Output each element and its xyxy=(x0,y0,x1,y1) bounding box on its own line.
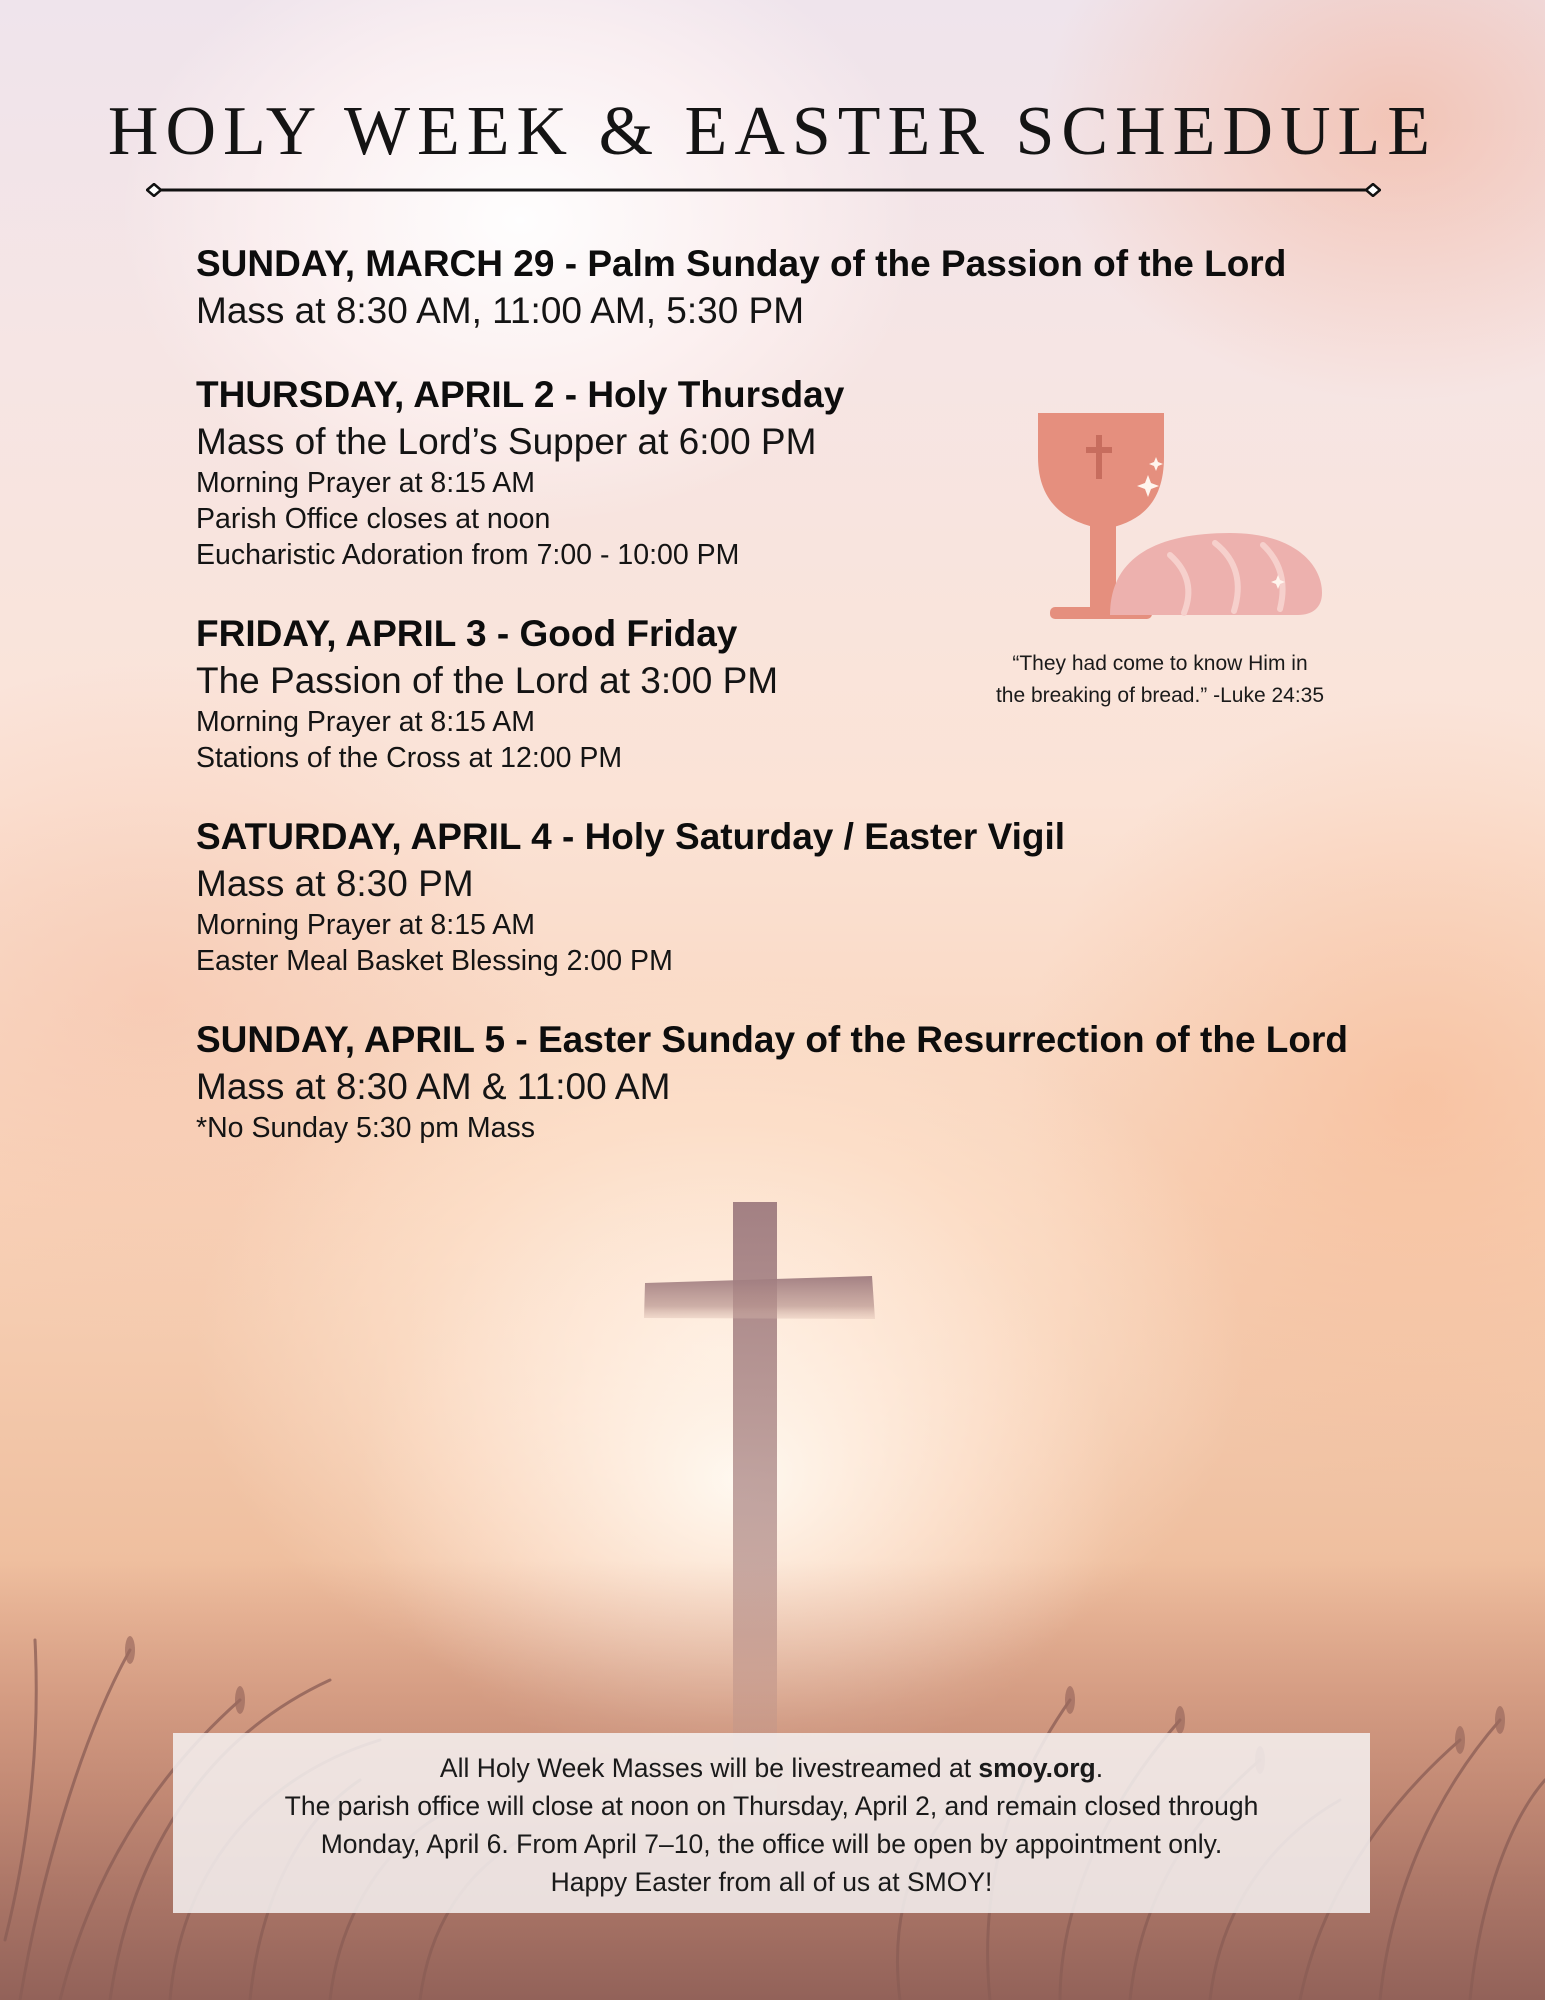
day-main-service: The Passion of the Lord at 3:00 PM xyxy=(196,660,779,701)
title-divider xyxy=(146,183,1381,197)
day-extra-item: *No Sunday 5:30 pm Mass xyxy=(196,1112,536,1144)
day-entry-holy-saturday xyxy=(196,813,1436,979)
day-heading: SUNDAY, APRIL 5 - Easter Sunday of the Resurrection of the Lord xyxy=(196,1019,1349,1060)
quote-line: “They had come to know Him in xyxy=(1012,652,1308,675)
day-main-service: Mass at 8:30 AM, 11:00 AM, 5:30 PM xyxy=(196,290,805,331)
communion-illustration xyxy=(1030,405,1330,645)
day-extra-item: Morning Prayer at 8:15 AM xyxy=(196,909,535,941)
scripture-quote xyxy=(930,648,1390,712)
day-heading: SATURDAY, APRIL 4 - Holy Saturday / Easter Vigil xyxy=(196,816,1066,857)
day-heading: THURSDAY, APRIL 2 - Holy Thursday xyxy=(196,374,845,415)
notice-line xyxy=(173,1749,1370,1787)
page-title: HOLY WEEK & EASTER SCHEDULE xyxy=(107,93,1438,170)
day-extra-item: Stations of the Cross at 12:00 PM xyxy=(196,742,623,774)
day-extra-item: Parish Office closes at noon xyxy=(196,503,551,535)
notice-line: Monday, April 6. From April 7–10, the office will be open by appointment only. xyxy=(320,1829,1223,1859)
day-extra-item: Morning Prayer at 8:15 AM xyxy=(196,467,535,499)
day-extra-item: Easter Meal Basket Blessing 2:00 PM xyxy=(196,945,673,977)
notice-line: Happy Easter from all of us at SMOY! xyxy=(550,1867,993,1897)
bread-icon xyxy=(1110,533,1322,615)
day-heading: FRIDAY, APRIL 3 - Good Friday xyxy=(196,613,738,654)
day-entry-palm-sunday xyxy=(196,240,1436,334)
notice-text: . xyxy=(1095,1753,1104,1783)
day-extra-item: Morning Prayer at 8:15 AM xyxy=(196,706,535,738)
website-link[interactable]: smoy.org xyxy=(978,1753,1096,1783)
day-heading: SUNDAY, MARCH 29 - Palm Sunday of the Passion of the Lord xyxy=(196,243,1287,284)
notice-line: The parish office will close at noon on Thursday, April 2, and remain closed through xyxy=(284,1791,1259,1821)
day-main-service: Mass of the Lord’s Supper at 6:00 PM xyxy=(196,421,817,462)
livestream-notice xyxy=(173,1733,1370,1913)
day-main-service: Mass at 8:30 PM xyxy=(196,863,474,904)
notice-text: All Holy Week Masses will be livestreamed at xyxy=(439,1753,979,1783)
day-entry-easter-sunday xyxy=(196,1016,1436,1146)
day-extra-item: Eucharistic Adoration from 7:00 - 10:00 PM xyxy=(196,539,740,571)
day-main-service: Mass at 8:30 AM & 11:00 AM xyxy=(196,1066,671,1107)
quote-line: the breaking of bread.” -Luke 24:35 xyxy=(995,684,1325,707)
